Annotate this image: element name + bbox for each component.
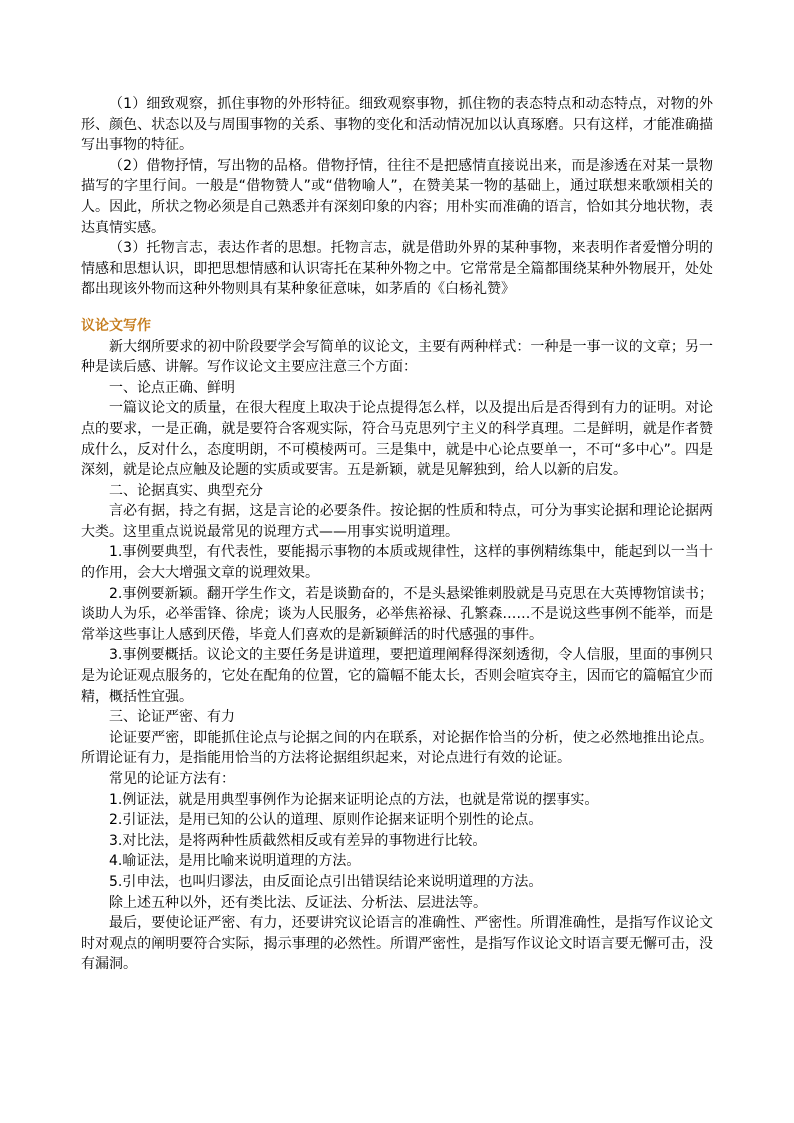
paragraph-observation: （1）细致观察，抓住事物的外形特征。细致观察事物，抓住物的表态特点和动态特点，对物的外形、颜色、状态以及与周围事物的关系、事物的变化和活动情况加以认真琢磨。只有这样，才能准确描写出事物的特征。 xyxy=(81,96,713,154)
section-argumentative-writing xyxy=(81,316,713,975)
paragraph-evidence-typical: 1.事例要典型，有代表性，要能揭示事物的本质或规律性，这样的事例精练集中，能起到以一当十的作用，会大大增强文章的说理效果。 xyxy=(81,544,713,582)
method-metaphor: 4.喻证法，是用比喻来说明道理的方法。 xyxy=(109,853,361,870)
paragraph-thesis: 一篇议论文的质量，在很大程度上取决于论点提得怎么样，以及提出后是否得到有力的证明。对论点的要求，一是正确，就是要符合客观实际，符合马克思列宁主义的科学真理。二是鲜明，就是作者赞成什么，反对什么，态度明朗，不可模棱两可。三是集中，就是中心论点要单一，不可“多中心”。四是深刻，就是论点应触及论题的实质或要害。五是新颖，就是见解独到，给人以新的启发。 xyxy=(81,400,713,479)
method-reductio: 5.引申法，也叫归谬法，由反面论点引出错误结论来说明道理的方法。 xyxy=(109,873,543,890)
paragraph-intro: 新大纲所要求的初中阶段要学会写简单的议论文，主要有两种样式：一种是一事一议的文章；另一种是读后感、讲解。写作议论文主要应注意三个方面： xyxy=(81,338,713,376)
paragraph-evidence-concise: 3.事例要概括。议论文的主要任务是讲道理，要把道理阐释得深刻透彻，令人信服，里面的事例只是为论证观点服务的，它处在配角的位置，它的篇幅不能太长，否则会喧宾夺主，因而它的篇幅宜少而精，概括性宜强。 xyxy=(81,647,713,705)
subheading-thesis: 一、论点正确、鲜明 xyxy=(109,379,235,396)
methods-intro: 常见的论证方法有： xyxy=(109,771,235,787)
section-observation-methods xyxy=(81,94,713,300)
paragraph-evidence-novel: 2.事例要新颖。翻开学生作文，若是谈勤奋的，不是头悬梁锥刺股就是马克思在大英博物馆读书；谈助人为乐，必举雷锋、徐虎；谈为人民服务，必举焦裕禄、孔繁森……不是说这些事例不能举，而是常举这些事让人感到厌倦，毕竟人们喜欢的是新颖鲜活的时代感强的事件。 xyxy=(81,585,713,643)
method-contrast: 3.对比法，是将两种性质截然相反或有差异的事物进行比较。 xyxy=(109,832,487,849)
document-page xyxy=(81,94,713,975)
paragraph-lyric-through-object: （2）借物抒情，写出物的品格。借物抒情，往往不是把感情直接说出来，而是渗透在对某一景物描写的字里行间。一般是“借物赞人”或“借物喻人”，在赞美某一物的基础上，通过联想来歌颂相关的人。因此，所状之物必须是自己熟悉并有深刻印象的内容；用朴实而准确的语言，恰如其分地状物，表达真情实感。 xyxy=(81,157,713,236)
subheading-argumentation: 三、论证严密、有力 xyxy=(109,709,235,726)
section-heading: 议论文写作 xyxy=(81,317,151,334)
paragraph-argumentation: 论证要严密，即能抓住论点与论据之间的内在联系，对论据作恰当的分析，使之必然地推出论点。所谓论证有力，是指能用恰当的方法将论据组织起来，对论点进行有效的论证。 xyxy=(81,729,713,767)
paragraph-express-aspiration: （3）托物言志，表达作者的思想。托物言志，就是借助外界的某种事物，来表明作者爱憎分明的情感和思想认识，即把思想情感和认识寄托在某种外物之中。它常常是全篇都围绕某种外物展开，处处都出现该外物而这种外物则具有某种象征意味，如茅盾的《白杨礼赞》 xyxy=(81,240,713,298)
subheading-evidence: 二、论据真实、典型充分 xyxy=(109,482,263,499)
method-citation: 2.引证法，是用已知的公认的道理、原则作论据来证明个别性的论点。 xyxy=(109,812,543,829)
paragraph-conclusion: 最后，要使论证严密、有力，还要讲究议论语言的准确性、严密性。所谓准确性，是指写作议论文时对观点的阐明要符合实际，揭示事理的必然性。所谓严密性，是指写作议论文时语言要无懈可击，没有漏洞。 xyxy=(81,915,713,973)
methods-other: 除上述五种以外，还有类比法、反证法、分析法、层进法等。 xyxy=(109,894,487,911)
paragraph-evidence: 言必有据，持之有据，这是言论的必要条件。按论据的性质和特点，可分为事实论据和理论论据两大类。这里重点说说最常见的说理方式——用事实说明道理。 xyxy=(81,503,713,540)
method-example: 1.例证法，就是用典型事例作为论据来证明论点的方法，也就是常说的摆事实。 xyxy=(109,791,599,808)
